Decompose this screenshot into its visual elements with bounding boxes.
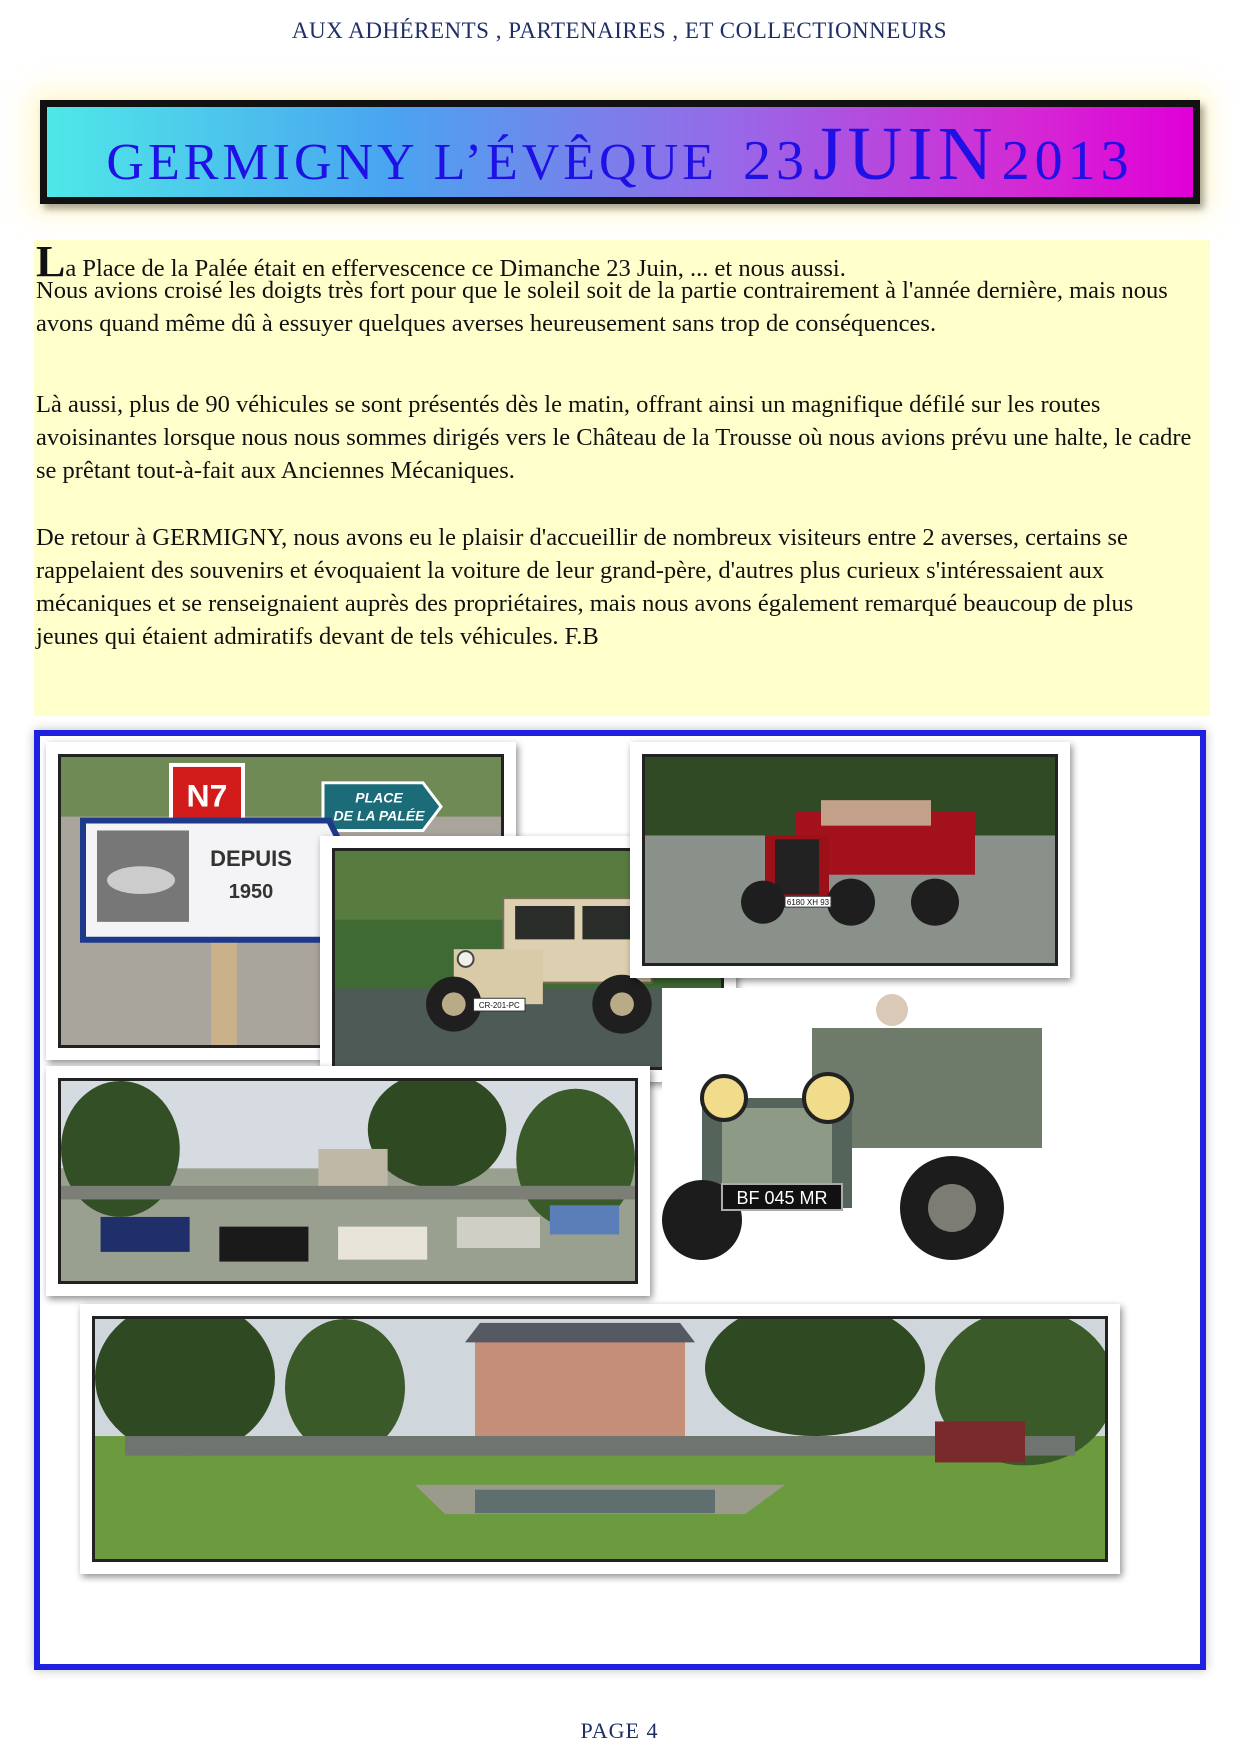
sign-place-line2: DE LA PALÉE bbox=[333, 807, 425, 824]
paragraph-1-lead: a Place de la Palée était en effervescence ce Dimanche 23 Juin, ... et nous aussi. bbox=[65, 255, 846, 282]
photo-car-show-crowd bbox=[46, 1066, 650, 1296]
paragraph-1-continued: Nous avions croisé les doigts très fort pour que le soleil soit de la partie contrairement à l'année dernière, mais nous avons quand même dû à essuyer quelques averses heureusement sans trop de conséquences. bbox=[36, 277, 1168, 337]
page-number: PAGE 4 bbox=[580, 1718, 659, 1743]
page-title bbox=[47, 111, 1193, 198]
photo-green-sports-car bbox=[650, 976, 1080, 1312]
photo-collage bbox=[34, 730, 1206, 1670]
sign-depuis: DEPUIS bbox=[210, 846, 292, 872]
title-day: 23 bbox=[742, 130, 809, 192]
sign-year: 1950 bbox=[228, 881, 274, 904]
paragraph-3: De retour à GERMIGNY, nous avons eu le plaisir d'accueillir de nombreux visiteurs entre 2 averses, certains se rappelaient des souvenirs et évoquaient la voiture de leur grand-père, d'autres plus curieux s'intéressaient aux mécaniques et se renseignaient auprès des propriétaires, mais nous avons également remarqué beaucoup de plus jeunes qui étaient admiratifs devant de tels véhicules. F.B bbox=[36, 524, 1134, 650]
photo-chateau-panorama bbox=[80, 1304, 1120, 1574]
title-banner bbox=[40, 100, 1200, 204]
beige-car-plate: CR-201-PC bbox=[478, 1001, 520, 1011]
photo-red-vintage-car bbox=[630, 742, 1070, 978]
header-banner-text: AUX ADHÉRENTS , PARTENAIRES , ET COLLECTIONNEURS bbox=[291, 18, 948, 43]
red-car-plate: 6180 XH 93 bbox=[786, 898, 830, 908]
title-place: GERMIGNY L’ÉVÊQUE bbox=[106, 134, 718, 191]
title-year: 2013 bbox=[1001, 130, 1134, 192]
article-box bbox=[34, 237, 1210, 716]
title-month: JUIN bbox=[812, 112, 998, 196]
green-car-plate: BF 045 MR bbox=[736, 1188, 828, 1208]
sign-place-line1: PLACE bbox=[355, 789, 403, 806]
paragraph-2: Là aussi, plus de 90 véhicules se sont présentés dès le matin, offrant ainsi un magnifique défilé sur les routes avoisinantes lorsque nous nous sommes dirigés vers le Château de la Trousse où nous avions prévu une halte, le cadre se prêtant tout-à-fait aux Anciennes Mécaniques. bbox=[36, 391, 1192, 484]
sign-route-number: N7 bbox=[186, 777, 228, 814]
drop-cap: L bbox=[36, 237, 66, 286]
